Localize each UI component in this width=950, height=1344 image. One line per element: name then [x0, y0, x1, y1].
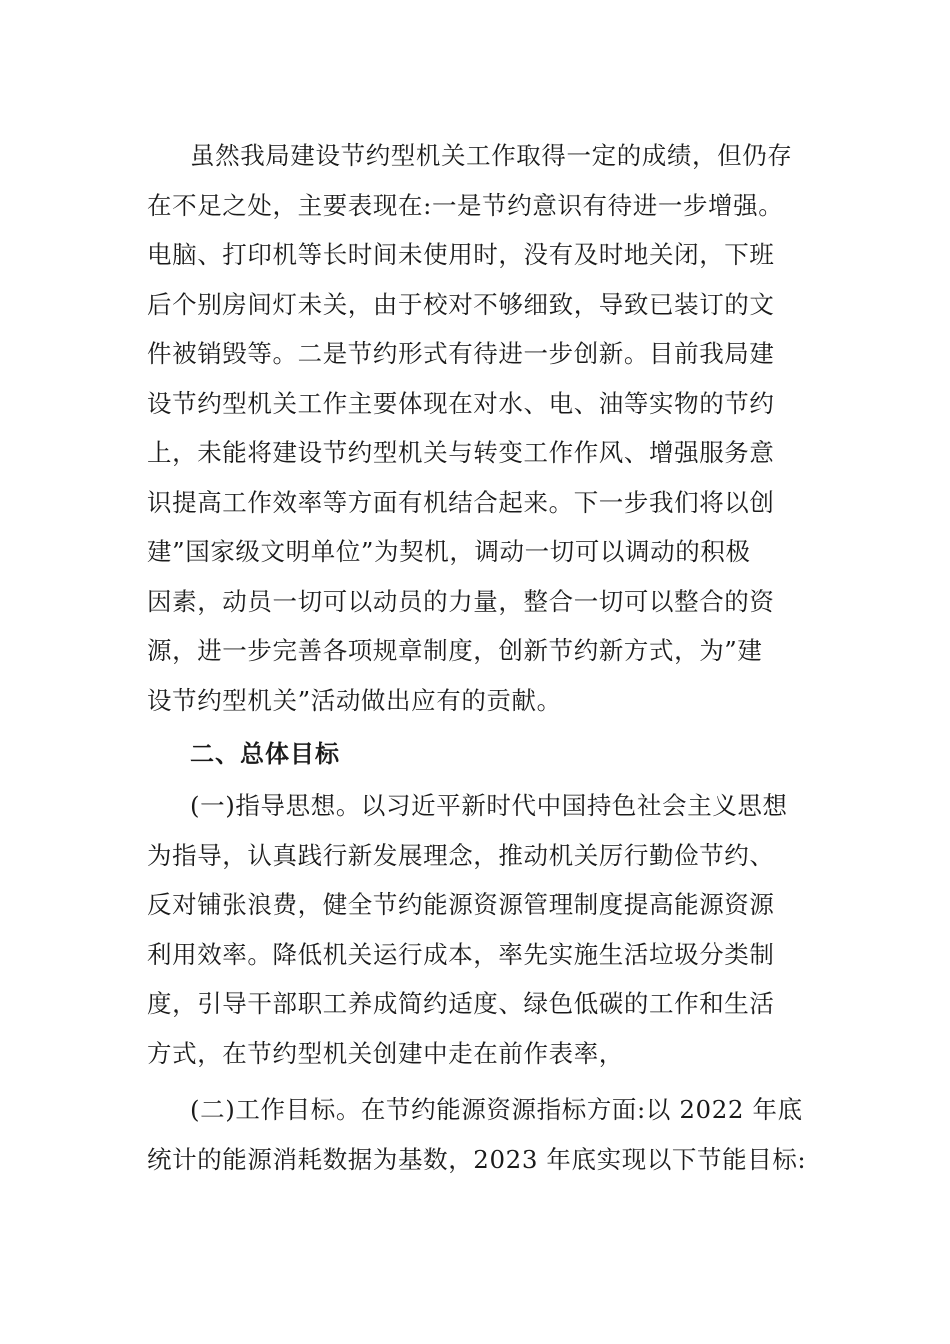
paragraph-3-line-1: (二)工作目标。在节约能源资源指标方面:以 2022 年底 [190, 1095, 803, 1124]
paragraph-1-line-10: 因素，动员一切可以动员的力量，整合一切可以整合的资 [147, 587, 775, 616]
paragraph-2-line-5: 度，引导干部职工养成简约适度、绿色低碳的工作和生活 [147, 989, 775, 1018]
paragraph-2-line-4: 利用效率。降低机关运行成本，率先实施生活垃圾分类制 [147, 940, 775, 969]
paragraph-2-line-3: 反对铺张浪费，健全节约能源资源管理制度提高能源资源 [147, 890, 775, 919]
paragraph-1-line-7: 上，未能将建设节约型机关与转变工作作风、增强服务意 [147, 438, 775, 467]
paragraph-2-line-6: 方式，在节约型机关创建中走在前作表率， [147, 1039, 624, 1068]
paragraph-1-line-8: 识提高工作效率等方面有机结合起来。下一步我们将以创 [147, 488, 775, 517]
paragraph-1-line-11: 源，进一步完善各项规章制度，创新节约新方式，为”建 [147, 636, 763, 665]
paragraph-1-line-6: 设节约型机关工作主要体现在对水、电、油等实物的节约 [147, 389, 775, 418]
paragraph-1-line-9: 建”国家级文明单位”为契机，调动一切可以调动的积极 [147, 537, 751, 566]
paragraph-1-line-5: 件被销毁等。二是节约形式有待进一步创新。目前我局建 [147, 339, 775, 368]
section-heading: 二、总体目标 [190, 740, 340, 768]
paragraph-1-line-2: 在不足之处，主要表现在:一是节约意识有待进一步增强。 [147, 191, 784, 220]
paragraph-3-line-2: 统计的能源消耗数据为基数，2023 年底实现以下节能目标: [147, 1145, 807, 1174]
paragraph-1-line-12: 设节约型机关”活动做出应有的贡献。 [147, 686, 562, 715]
paragraph-1-line-1: 虽然我局建设节约型机关工作取得一定的成绩，但仍存 [190, 141, 793, 170]
paragraph-1-line-4: 后个别房间灯未关，由于校对不够细致，导致已装订的文 [147, 290, 775, 319]
paragraph-2-line-2: 为指导，认真践行新发展理念，推动机关厉行勤俭节约、 [147, 841, 775, 870]
paragraph-2-line-1: (一)指导思想。以习近平新时代中国持色社会主义思想 [190, 791, 788, 820]
paragraph-1-line-3: 电脑、打印机等长时间未使用时，没有及时地关闭，下班 [147, 240, 775, 269]
